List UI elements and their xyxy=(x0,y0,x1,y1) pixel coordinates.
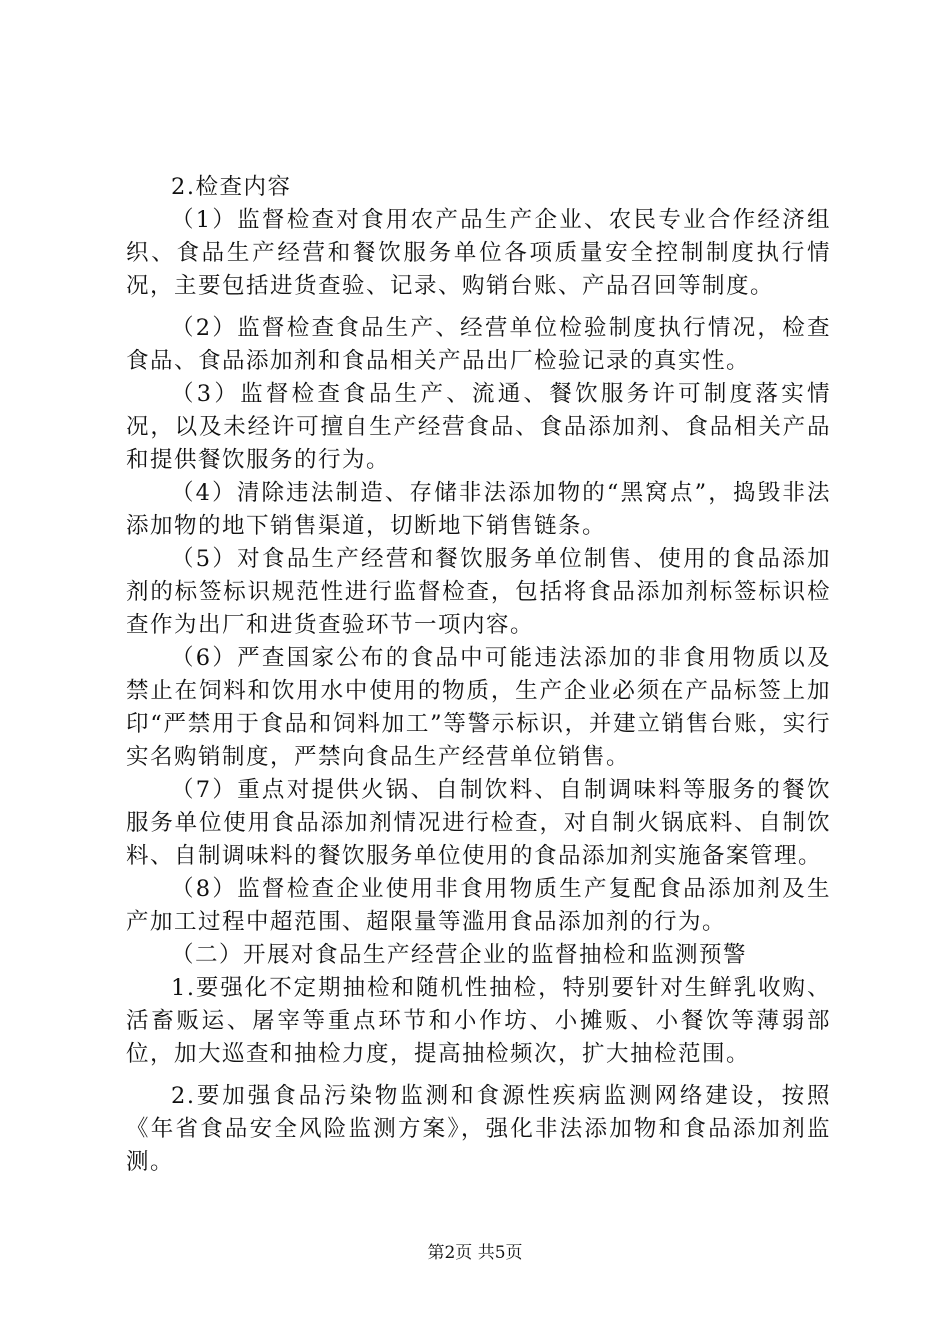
paragraph-item-1: （1）监督检查对食用农产品生产企业、农民专业合作经济组织、食品生产经营和餐饮服务单位各项质量安全控制制度执行情况，主要包括进货查验、记录、购销台账、产品召回等制度。 xyxy=(126,207,831,299)
page-footer: 第2页 共5页 xyxy=(427,1243,523,1263)
document-body xyxy=(126,171,831,1179)
paragraph-item-6: （6）严查国家公布的食品中可能违法添加的非食用物质以及禁止在饲料和饮用水中使用的物质，生产企业必须在产品标签上加印“严禁用于食品和饲料加工”等警示标识，并建立销售台账，实行实名购销制度，严禁向食品生产经营单位销售。 xyxy=(126,645,831,770)
paragraph-item-8: （8）监督检查企业使用非食用物质生产复配食品添加剂及生产加工过程中超范围、超限量等滥用食品添加剂的行为。 xyxy=(126,876,831,935)
paragraph-point-1: 1.要强化不定期抽检和随机性抽检，特别要针对生鲜乳收购、活畜贩运、屠宰等重点环节和小作坊、小摊贩、小餐饮等薄弱部位，加大巡查和抽检力度，提高抽检频次，扩大抽检范围。 xyxy=(126,975,831,1067)
paragraph-item-3: （3）监督检查食品生产、流通、餐饮服务许可制度落实情况，以及未经许可擅自生产经营食品、食品添加剂、食品相关产品和提供餐饮服务的行为。 xyxy=(126,381,831,473)
paragraph-heading-inspection-content: 2.检查内容 xyxy=(171,174,292,200)
paragraph-item-4: （4）清除违法制造、存储非法添加物的“黑窝点”，捣毁非法添加物的地下销售渠道，切断地下销售链条。 xyxy=(126,480,831,539)
paragraph-item-2: （2）监督检查食品生产、经营单位检验制度执行情况，检查食品、食品添加剂和食品相关产品出厂检验记录的真实性。 xyxy=(126,315,831,374)
paragraph-point-2: 2.要加强食品污染物监测和食源性疾病监测网络建设，按照《年省食品安全风险监测方案》，强化非法添加物和食品添加剂监测。 xyxy=(126,1083,831,1175)
section-heading-2: （二）开展对食品生产经营企业的监督抽检和监测预警 xyxy=(171,942,748,968)
paragraph-item-5: （5）对食品生产经营和餐饮服务单位制售、使用的食品添加剂的标签标识规范性进行监督检查，包括将食品添加剂标签标识检查作为出厂和进货查验环节一项内容。 xyxy=(126,546,831,638)
paragraph-item-7: （7）重点对提供火锅、自制饮料、自制调味料等服务的餐饮服务单位使用食品添加剂情况进行检查，对自制火锅底料、自制饮料、自制调味料的餐饮服务单位使用的食品添加剂实施备案管理。 xyxy=(126,777,831,869)
